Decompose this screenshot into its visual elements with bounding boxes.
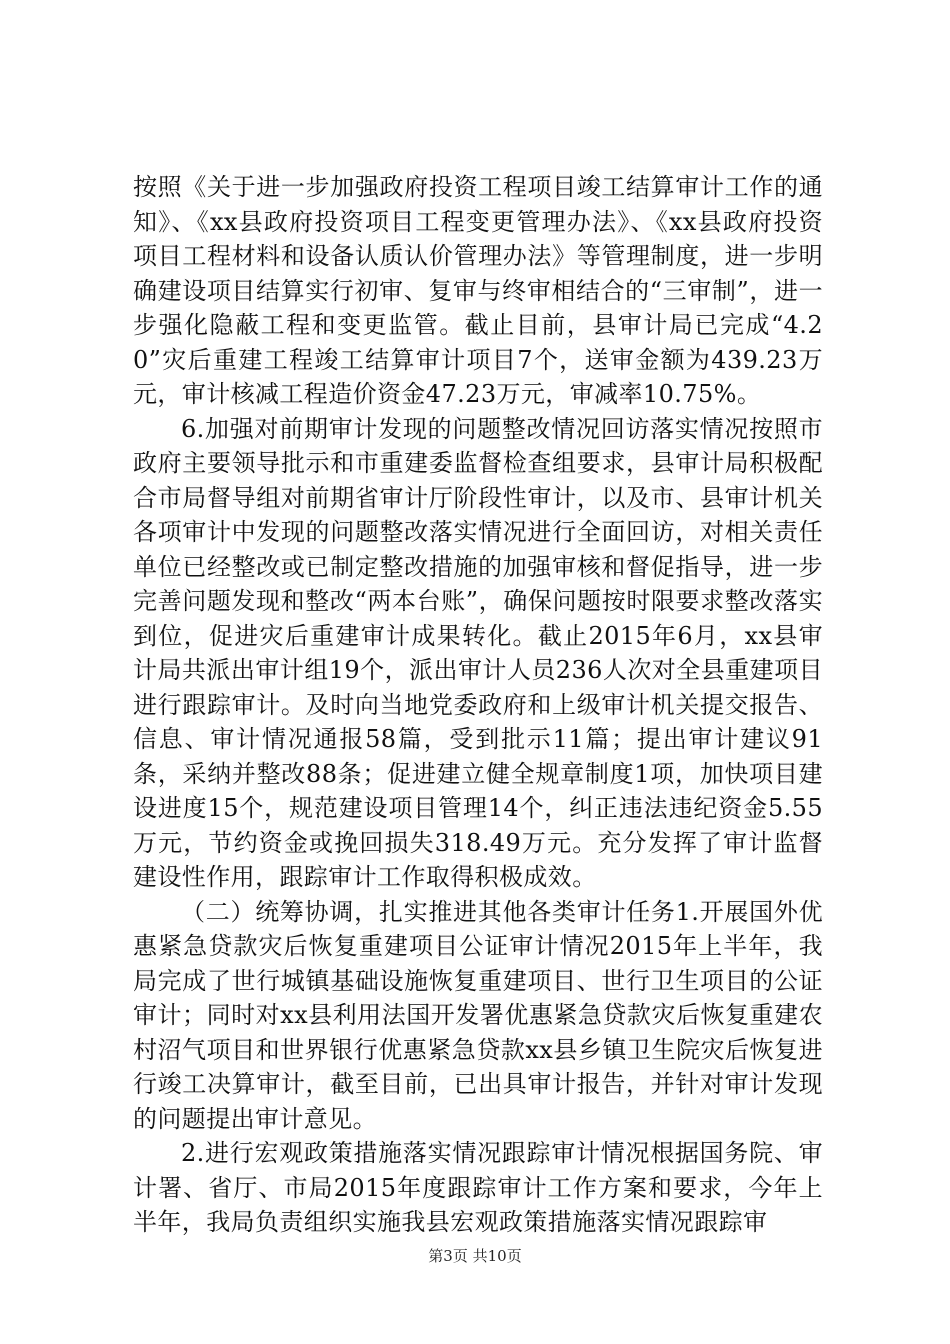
document-body — [133, 170, 823, 1240]
paragraph-4: 2.进行宏观政策措施落实情况跟踪审计情况根据国务院、审计署、省厅、市局2015年度跟踪审计工作方案和要求，今年上半年，我局负责组织实施我县宏观政策措施落实情况跟踪审 — [133, 1139, 823, 1236]
paragraph-1: 按照《关于进一步加强政府投资工程项目竣工结算审计工作的通知》、《xx县政府投资项目工程变更管理办法》、《xx县政府投资项目工程材料和设备认质认价管理办法》等管理制度，进一步明确建设项目结算实行初审、复审与终审相结合的“三审制”，进一步强化隐蔽工程和变更监管。截止目前，县审计局已完成“4.20”灾后重建工程竣工结算审计项目7个，送审金额为439.23万元，审计核减工程造价资金47.23万元，审减率10.75%。 — [133, 173, 823, 408]
paragraph-2: 6.加强对前期审计发现的问题整改情况回访落实情况按照市政府主要领导批示和市重建委监督检查组要求，县审计局积极配合市局督导组对前期省审计厅阶段性审计，以及市、县审计机关各项审计中发现的问题整改落实情况进行全面回访，对相关责任单位已经整改或已制定整改措施的加强审核和督促指导，进一步完善问题发现和整改“两本台账”，确保问题按时限要求整改落实到位，促进灾后重建审计成果转化。截止2015年6月，xx县审计局共派出审计组19个，派出审计人员236人次对全县重建项目进行跟踪审计。及时向当地党委政府和上级审计机关提交报告、信息、审计情况通报58篇，受到批示11篇；提出审计建议91条，采纳并整改88条；促进建立健全规章制度1项，加快项目建设进度15个，规范建设项目管理14个，纠正违法违纪资金5.55万元，节约资金或挽回损失318.49万元。充分发挥了审计监督建设性作用，跟踪审计工作取得积极成效。 — [133, 414, 823, 891]
page-footer: 第3页 共10页 — [428, 1247, 522, 1265]
paragraph-3: （二）统筹协调，扎实推进其他各类审计任务1.开展国外优惠紧急贷款灾后恢复重建项目公证审计情况2015年上半年，我局完成了世行城镇基础设施恢复重建项目、世行卫生项目的公证审计；同时对xx县利用法国开发署优惠紧急贷款灾后恢复重建农村沼气项目和世界银行优惠紧急贷款xx县乡镇卫生院灾后恢复进行竣工决算审计，截至目前，已出具审计报告，并针对审计发现的问题提出审计意见。 — [133, 897, 823, 1133]
